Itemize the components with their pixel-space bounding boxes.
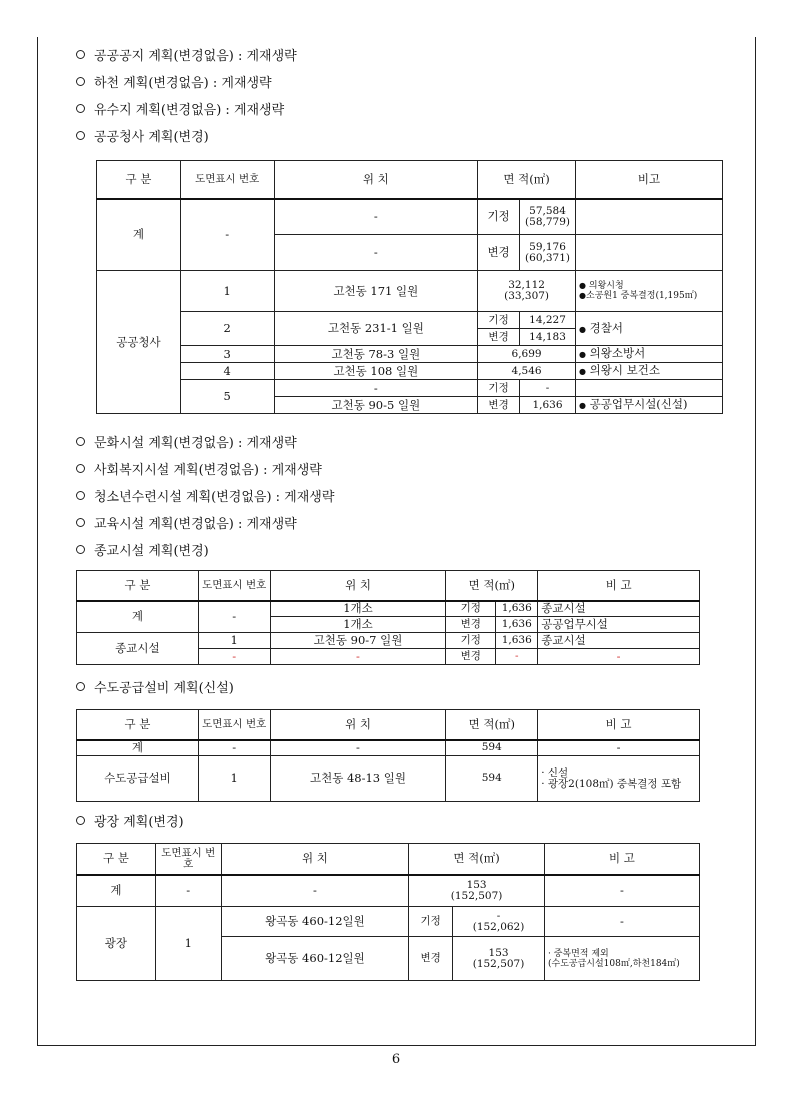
- section-title: 공공공지 계획(변경없음) : 게재생략: [94, 49, 297, 64]
- area-old-value: (152,507): [450, 889, 503, 902]
- remark: 소공원1 중복결정(1,195㎡): [586, 291, 698, 301]
- circle-bullet-icon: [76, 50, 85, 59]
- header-location: 위 치: [221, 844, 409, 875]
- header-location: 위 치: [274, 161, 478, 199]
- remark: 종교시설: [538, 633, 700, 649]
- section-youth-training: [76, 490, 334, 506]
- map-number: 5: [180, 380, 274, 414]
- section-title: 문화시설 계획(변경없음) : 게재생략: [94, 436, 297, 451]
- area-value: 4,546: [478, 363, 576, 380]
- religion-table: [76, 570, 700, 665]
- cell-dash: -: [520, 380, 576, 397]
- header-map-number: 도면표시 번호: [198, 571, 270, 601]
- area-value: 57,584: [529, 204, 566, 217]
- header-area: 면 적(㎡): [478, 161, 576, 199]
- table-row: [97, 199, 723, 235]
- location: 고천동 90-7 일원: [270, 633, 446, 649]
- remark: 신설: [547, 766, 569, 779]
- changed-label: 변경: [409, 937, 453, 981]
- header-remarks: 비 고: [544, 844, 699, 875]
- header-category: 구 분: [77, 571, 199, 601]
- location: 왕곡동 460-12일원: [221, 907, 409, 937]
- circle-bullet-icon: [76, 464, 85, 473]
- table-row: [77, 601, 700, 617]
- map-number: 4: [180, 363, 274, 380]
- area-value: 594: [446, 756, 538, 802]
- header-area: 면 적(㎡): [409, 844, 545, 875]
- changed-label: 변경: [446, 649, 496, 665]
- table-header-row: [97, 161, 723, 199]
- remarks-cell: [576, 199, 723, 235]
- remarks-cell: [576, 380, 723, 397]
- area-value: 14,183: [520, 329, 576, 346]
- map-number: 2: [180, 312, 274, 346]
- changed-label: 변경: [478, 329, 520, 346]
- section-title: 광장 계획(변경): [94, 815, 184, 830]
- section-title: 종교시설 계획(변경): [94, 544, 209, 559]
- public-office-table: [96, 160, 723, 414]
- map-number: 1: [198, 633, 270, 649]
- cell-dash: -: [155, 875, 221, 907]
- existing-label: 기정: [446, 633, 496, 649]
- cell-dash: -: [544, 907, 699, 937]
- table-row: 3 고천동 78-3 일원 6,699 ● 의왕소방서: [97, 346, 723, 363]
- circle-bullet-icon: [76, 437, 85, 446]
- cell-dash: -: [270, 649, 446, 665]
- header-location: 위 치: [270, 571, 446, 601]
- map-number: 3: [180, 346, 274, 363]
- circle-bullet-icon: [76, 816, 85, 825]
- area-value: 6,699: [478, 346, 576, 363]
- cell-dash: -: [198, 740, 270, 756]
- section-plaza: [76, 815, 184, 831]
- circle-bullet-icon: [76, 77, 85, 86]
- area-value: 594: [446, 740, 538, 756]
- remark: 의왕소방서: [589, 346, 646, 360]
- section-retention-basin: [76, 103, 284, 119]
- cell-dash: -: [180, 199, 274, 271]
- changed-label: 변경: [478, 235, 520, 271]
- header-category: 구 분: [97, 161, 181, 199]
- existing-label: 기정: [478, 312, 520, 329]
- total-label: 계: [77, 601, 199, 633]
- area-value: 153: [466, 878, 487, 891]
- area-old-value: (152,507): [472, 957, 525, 970]
- changed-label: 변경: [446, 617, 496, 633]
- cell-dash: -: [538, 649, 700, 665]
- location: 고천동 48-13 일원: [270, 756, 446, 802]
- circle-bullet-icon: [76, 104, 85, 113]
- cell-dash: -: [270, 740, 446, 756]
- area-value: 1,636: [496, 601, 538, 617]
- area-value: 1,636: [520, 397, 576, 414]
- existing-label: 기정: [478, 380, 520, 397]
- table-row: 수도공급설비 1 고천동 48-13 일원 594 · 신설 · 광장2(108㎡) 중복결정 포함: [77, 756, 700, 802]
- cell-dash: -: [274, 199, 478, 235]
- location: 왕곡동 460-12일원: [221, 937, 409, 981]
- area-value: 153: [488, 946, 509, 959]
- remark: 중복면적 제외: [553, 948, 609, 959]
- circle-bullet-icon: [76, 131, 85, 140]
- header-remarks: 비 고: [538, 710, 700, 740]
- section-social-welfare: [76, 463, 322, 479]
- table-row: 4 고천동 108 일원 4,546 ● 의왕시 보건소: [97, 363, 723, 380]
- section-title: 교육시설 계획(변경없음) : 게재생략: [94, 517, 297, 532]
- group-label: 수도공급설비: [77, 756, 199, 802]
- remark: 공공업무시설: [538, 617, 700, 633]
- header-remarks: 비고: [576, 161, 723, 199]
- table-row: 왕곡동 460-12일원 변경 153 (152,507) · 중복면적 제외 (수도공급시설108㎡,하천184㎡): [77, 937, 700, 981]
- area-value: -: [496, 909, 501, 922]
- existing-label: 기정: [409, 907, 453, 937]
- table-row: [77, 633, 700, 649]
- header-area: 면 적(㎡): [446, 571, 538, 601]
- table-row: 2 고천동 231-1 일원 기정 14,227 ● 경찰서: [97, 312, 723, 329]
- section-river: [76, 76, 272, 92]
- section-religion: [76, 544, 209, 560]
- section-education: [76, 517, 297, 533]
- changed-label: 변경: [478, 397, 520, 414]
- remark: 경찰서: [589, 320, 623, 335]
- section-water-supply: [76, 681, 234, 697]
- table-row: 고천동 90-5 일원 변경 1,636 ● 공공업무시설(신설): [97, 397, 723, 414]
- area-value: 32,112: [508, 279, 545, 291]
- location: 1개소: [270, 617, 446, 633]
- location: 고천동 231-1 일원: [274, 312, 478, 346]
- header-category: 구 분: [77, 710, 199, 740]
- table-row: [77, 740, 700, 756]
- cell-dash: -: [544, 875, 699, 907]
- cell-dash: -: [538, 740, 700, 756]
- remark: 공공업무시설(신설): [589, 397, 688, 411]
- area-old-value: (33,307): [504, 290, 550, 302]
- section-title: 사회복지시설 계획(변경없음) : 게재생략: [94, 463, 322, 478]
- table-header-row: [77, 710, 700, 740]
- map-number: 1: [155, 907, 221, 981]
- table-row: [77, 907, 700, 937]
- header-location: 위 치: [270, 710, 446, 740]
- location: 1개소: [270, 601, 446, 617]
- cell-dash: -: [274, 235, 478, 271]
- total-label: 계: [77, 875, 156, 907]
- circle-bullet-icon: [76, 518, 85, 527]
- location: 고천동 171 일원: [274, 271, 478, 312]
- header-category: 구 분: [77, 844, 156, 875]
- table-header-row: [77, 844, 700, 875]
- remark: 종교시설: [538, 601, 700, 617]
- header-map-number: 도면표시 번호: [155, 844, 221, 875]
- map-number: 1: [180, 271, 274, 312]
- plaza-table: [76, 843, 700, 981]
- section-title: 수도공급설비 계획(신설): [94, 681, 234, 696]
- cell-dash: -: [221, 875, 409, 907]
- area-value: 14,227: [520, 312, 576, 329]
- header-area: 면 적(㎡): [446, 710, 538, 740]
- area-value: 1,636: [496, 633, 538, 649]
- table-row: [77, 875, 700, 907]
- location: 고천동 90-5 일원: [274, 397, 478, 414]
- group-label: 공공청사: [97, 271, 181, 414]
- existing-label: 기정: [446, 601, 496, 617]
- cell-dash: -: [496, 649, 538, 665]
- page-number: 6: [391, 1052, 401, 1067]
- circle-bullet-icon: [76, 545, 85, 554]
- section-title: 하천 계획(변경없음) : 게재생략: [94, 76, 272, 91]
- area-value: 1,636: [496, 617, 538, 633]
- section-title: 유수지 계획(변경없음) : 게재생략: [94, 103, 285, 118]
- section-public-open-space: [76, 49, 297, 65]
- remark: 광장2(108㎡) 중복결정 포함: [547, 777, 682, 790]
- total-label: 계: [97, 199, 181, 271]
- cell-dash: -: [198, 601, 270, 633]
- total-label: 계: [77, 740, 199, 756]
- section-title: 청소년수련시설 계획(변경없음) : 게재생략: [94, 490, 335, 505]
- cell-dash: -: [274, 380, 478, 397]
- remarks-cell: [576, 235, 723, 271]
- group-label: 광장: [77, 907, 156, 981]
- section-public-office: [76, 130, 209, 146]
- location: 고천동 78-3 일원: [274, 346, 478, 363]
- group-label: 종교시설: [77, 633, 199, 665]
- section-culture: [76, 436, 297, 452]
- water-supply-table: [76, 709, 700, 802]
- header-map-number: 도면표시 번호: [198, 710, 270, 740]
- section-title: 공공청사 계획(변경): [94, 130, 209, 145]
- header-remarks: 비 고: [538, 571, 700, 601]
- area-old-value: (152,062): [472, 920, 525, 933]
- remark: (수도공급시설108㎡,하천184㎡): [547, 958, 680, 969]
- area-value: 59,176: [529, 240, 566, 253]
- existing-label: 기정: [478, 199, 520, 235]
- table-row: 공공청사 1 고천동 171 일원 32,112 (33,307) ● 의왕시청 ●소공원1 중복결정(1,195㎡): [97, 271, 723, 312]
- cell-dash: -: [198, 649, 270, 665]
- circle-bullet-icon: [76, 682, 85, 691]
- area-old-value: (60,371): [525, 251, 570, 264]
- header-map-number: 도면표시 번호: [180, 161, 274, 199]
- location: 고천동 108 일원: [274, 363, 478, 380]
- table-row: [97, 380, 723, 397]
- table-header-row: [77, 571, 700, 601]
- remark: 의왕시청: [588, 281, 624, 291]
- map-number: 1: [198, 756, 270, 802]
- remark: 의왕시 보건소: [589, 363, 660, 377]
- circle-bullet-icon: [76, 491, 85, 500]
- area-old-value: (58,779): [525, 215, 570, 228]
